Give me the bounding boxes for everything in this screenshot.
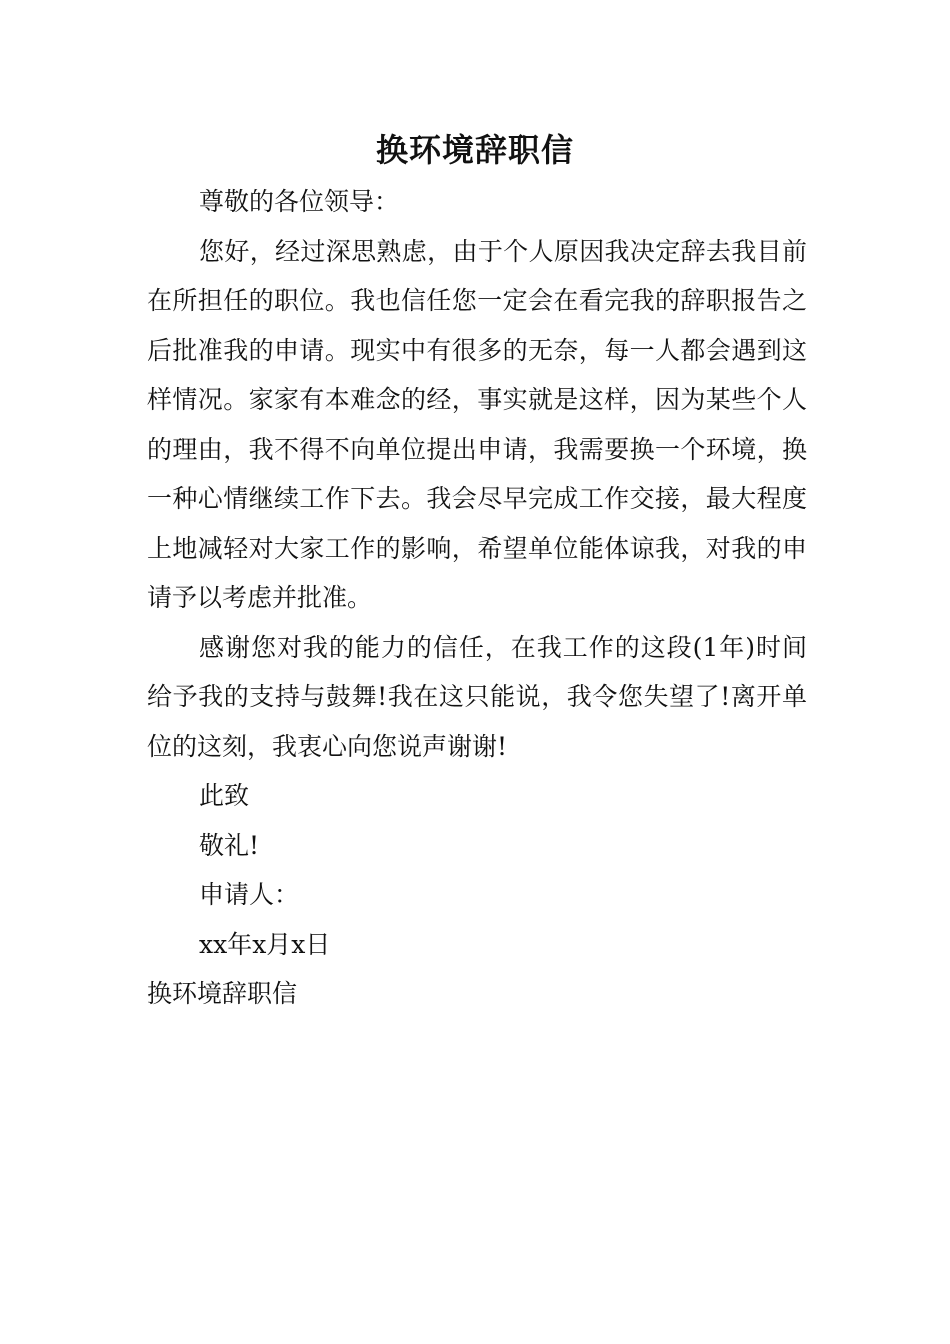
document-title: 换环境辞职信: [375, 131, 574, 169]
closing-line-1: 此致: [199, 781, 250, 810]
paragraph-1: 您好，经过深思熟虑，由于个人原因我决定辞去我目前在所担任的职位。我也信任您一定会在看完我的辞职报告之后批准我的申请。现实中有很多的无奈，每一人都会遇到这样情况。家家有本难念的经，事实就是这样，因为某些个人的理由，我不得不向单位提出申请，我需要换一个环境，换一种心情继续工作下去。我会尽早完成工作交接，最大程度上地减轻对大家工作的影响，希望单位能体谅我，对我的申请予以考虑并批准。: [147, 236, 807, 612]
paragraph-2: 感谢您对我的能力的信任，在我工作的这段(1年)时间给予我的支持与鼓舞!我在这只能说，我令您失望了!离开单位的这刻，我衷心向您说声谢谢!: [147, 632, 807, 761]
letter-body: [147, 177, 807, 1019]
salutation: 尊敬的各位领导：: [199, 187, 400, 216]
footer-title: 换环境辞职信: [147, 979, 298, 1008]
date-line: xx年x月x日: [199, 929, 331, 959]
closing-line-2: 敬礼!: [199, 830, 260, 860]
applicant-label: 申请人：: [199, 880, 300, 909]
